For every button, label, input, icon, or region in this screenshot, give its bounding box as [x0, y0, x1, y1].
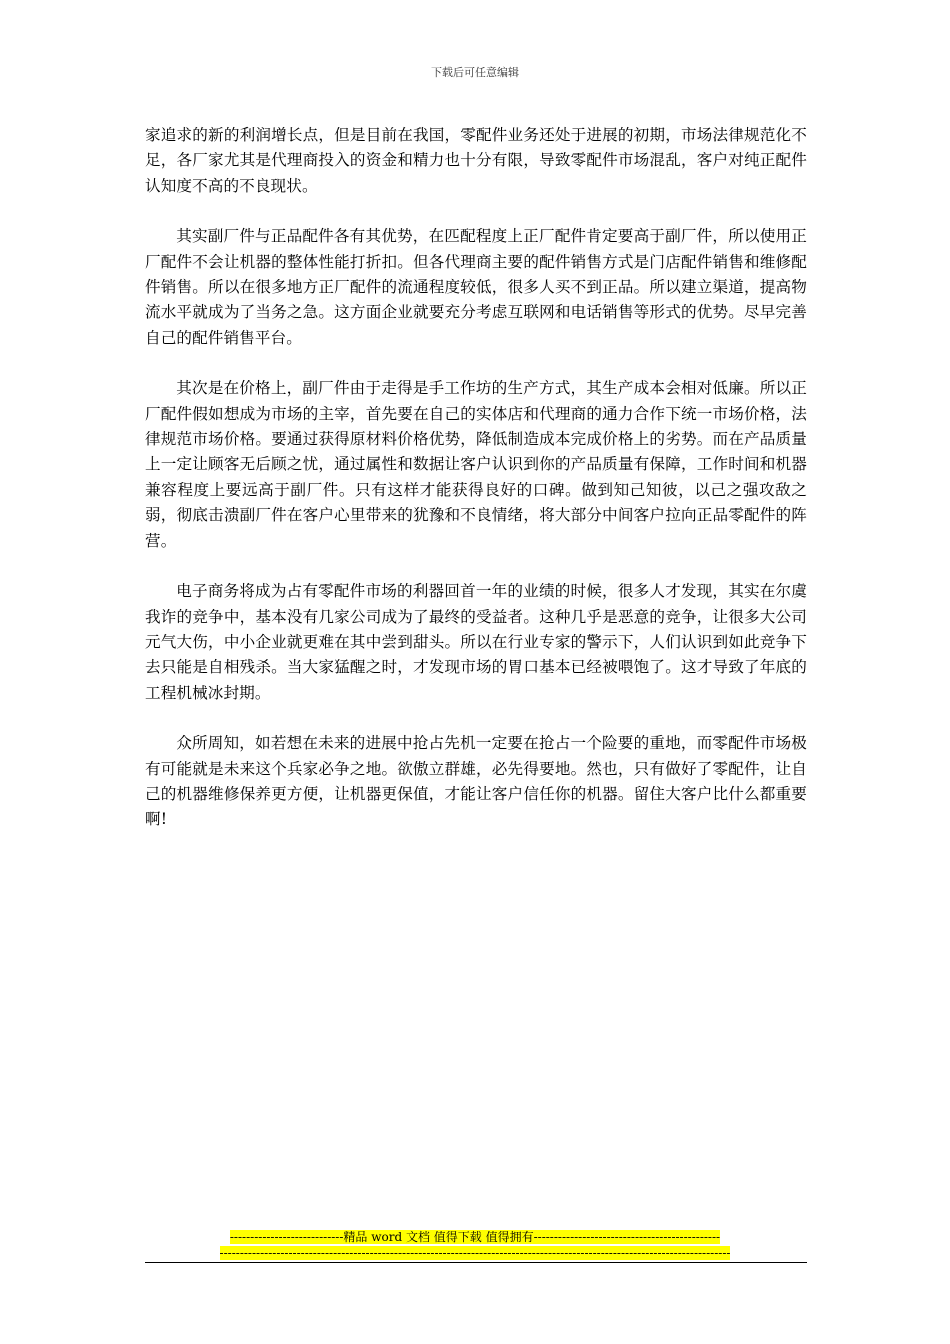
footer-banner-line-2	[0, 1246, 950, 1260]
footer-banner-line-1	[0, 1230, 950, 1244]
paragraph-4: 电子商务将成为占有零配件市场的利器回首一年的业绩的时候，很多人才发现，其实在尔虞我诈的竞争中，基本没有几家公司成为了最终的受益者。这种几乎是恶意的竞争，让很多大公司元气大伤，中小企业就更难在其中尝到甜头。所以在行业专家的警示下，人们认识到如此竞争下去只能是自相残杀。当大家猛醒之时，才发现市场的胃口基本已经被喂饱了。这才导致了年底的工程机械冰封期。	[145, 582, 807, 702]
document-body	[145, 123, 807, 858]
paragraph-1: 家追求的新的利润增长点，但是目前在我国，零配件业务还处于进展的初期，市场法律规范化不足，各厂家尤其是代理商投入的资金和精力也十分有限，导致零配件市场混乱，客户对纯正配件认知度不高的不良现状。	[145, 126, 807, 195]
paragraph-5: 众所周知，如若想在未来的进展中抢占先机一定要在抢占一个险要的重地，而零配件市场极有可能就是未来这个兵家必争之地。欲傲立群雄，必先得要地。然也，只有做好了零配件，让自己的机器维修保养更方便，让机器更保值，才能让客户信任你的机器。留住大客户比什么都重要啊!	[145, 734, 807, 829]
page-header: 下载后可任意编辑	[431, 66, 519, 79]
footer-banner-text-2: ------------------------------------------------------------------------------------------------------------------------------	[219, 1246, 731, 1260]
paragraph-2: 其实副厂件与正品配件各有其优势，在匹配程度上正厂配件肯定要高于副厂件，所以使用正厂配件不会让机器的整体性能打折扣。但各代理商主要的配件销售方式是门店配件销售和维修配件销售。所以在很多地方正厂配件的流通程度较低，很多人买不到正品。所以建立渠道，提高物流水平就成为了当务之急。这方面企业就要充分考虑互联网和电话销售等形式的优势。尽早完善自己的配件销售平台。	[145, 227, 807, 347]
footer-banner-text-1: ----------------------------精品 word 文档 值得下载 值得拥有----------------------------------------------	[229, 1230, 721, 1244]
footer-divider	[145, 1262, 807, 1263]
paragraph-3: 其次是在价格上，副厂件由于走得是手工作坊的生产方式，其生产成本会相对低廉。所以正厂配件假如想成为市场的主宰，首先要在自己的实体店和代理商的通力合作下统一市场价格，法律规范市场价格。要通过获得原材料价格优势，降低制造成本完成价格上的劣势。而在产品质量上一定让顾客无后顾之忧，通过属性和数据让客户认识到你的产品质量有保障，工作时间和机器兼容程度上要远高于副厂件。只有这样才能获得良好的口碑。做到知己知彼，以己之强攻敌之弱，彻底击溃副厂件在客户心里带来的犹豫和不良情绪，将大部分中间客户拉向正品零配件的阵营。	[145, 379, 807, 550]
